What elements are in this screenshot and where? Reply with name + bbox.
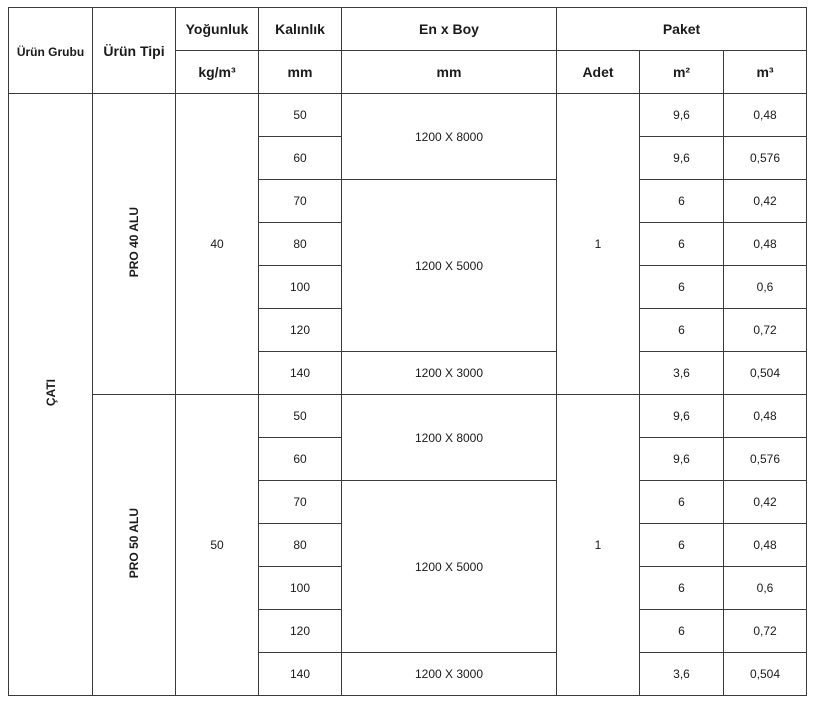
size-cell: 1200 X 5000 — [342, 481, 557, 653]
m2-cell: 6 — [640, 481, 724, 524]
m3-cell: 0,504 — [724, 653, 807, 696]
m2-cell: 9,6 — [640, 137, 724, 180]
thickness-cell: 120 — [259, 309, 342, 352]
header-size: En x Boy — [342, 8, 557, 51]
thickness-cell: 140 — [259, 352, 342, 395]
type-cell — [93, 395, 176, 696]
table-row — [9, 94, 807, 137]
type-cell — [93, 94, 176, 395]
thickness-cell: 100 — [259, 266, 342, 309]
header-density-unit: kg/m³ — [176, 51, 259, 94]
product-type: PRO 40 ALU — [127, 207, 141, 278]
m2-cell: 3,6 — [640, 653, 724, 696]
density-cell: 40 — [176, 94, 259, 395]
header-row-1 — [9, 8, 807, 51]
product-type: PRO 50 ALU — [127, 508, 141, 579]
m3-cell: 0,42 — [724, 180, 807, 223]
header-size-unit: mm — [342, 51, 557, 94]
header-thickness: Kalınlık — [259, 8, 342, 51]
header-type: Ürün Tipi — [93, 8, 176, 94]
table-row — [9, 395, 807, 438]
m3-cell: 0,6 — [724, 567, 807, 610]
size-cell: 1200 X 8000 — [342, 94, 557, 180]
m3-cell: 0,48 — [724, 395, 807, 438]
m3-cell: 0,48 — [724, 524, 807, 567]
thickness-cell: 140 — [259, 653, 342, 696]
group-cell — [9, 94, 93, 696]
m2-cell: 6 — [640, 309, 724, 352]
m2-cell: 6 — [640, 266, 724, 309]
header-group — [9, 8, 93, 94]
density-cell: 50 — [176, 395, 259, 696]
m2-cell: 6 — [640, 180, 724, 223]
thickness-cell: 80 — [259, 524, 342, 567]
header-count: Adet — [557, 51, 640, 94]
m2-cell: 6 — [640, 610, 724, 653]
product-spec-table — [8, 7, 807, 696]
header-m2: m² — [640, 51, 724, 94]
m2-cell: 6 — [640, 223, 724, 266]
header-thickness-unit: mm — [259, 51, 342, 94]
header-density: Yoğunluk — [176, 8, 259, 51]
m3-cell: 0,48 — [724, 94, 807, 137]
thickness-cell: 100 — [259, 567, 342, 610]
thickness-cell: 60 — [259, 438, 342, 481]
count-cell: 1 — [557, 94, 640, 395]
thickness-cell: 120 — [259, 610, 342, 653]
header-package: Paket — [557, 8, 807, 51]
thickness-cell: 80 — [259, 223, 342, 266]
m3-cell: 0,72 — [724, 309, 807, 352]
size-cell: 1200 X 3000 — [342, 352, 557, 395]
group-name: ÇATI — [43, 379, 58, 407]
size-cell: 1200 X 8000 — [342, 395, 557, 481]
m2-cell: 9,6 — [640, 438, 724, 481]
thickness-cell: 50 — [259, 94, 342, 137]
m3-cell: 0,504 — [724, 352, 807, 395]
m3-cell: 0,42 — [724, 481, 807, 524]
m2-cell: 6 — [640, 567, 724, 610]
thickness-cell: 70 — [259, 180, 342, 223]
m3-cell: 0,6 — [724, 266, 807, 309]
m2-cell: 3,6 — [640, 352, 724, 395]
thickness-cell: 50 — [259, 395, 342, 438]
thickness-cell: 70 — [259, 481, 342, 524]
m3-cell: 0,48 — [724, 223, 807, 266]
m3-cell: 0,576 — [724, 137, 807, 180]
count-cell: 1 — [557, 395, 640, 696]
m3-cell: 0,576 — [724, 438, 807, 481]
header-group-label: Ürün Grubu — [16, 44, 85, 59]
size-cell: 1200 X 5000 — [342, 180, 557, 352]
thickness-cell: 60 — [259, 137, 342, 180]
m3-cell: 0,72 — [724, 610, 807, 653]
m2-cell: 9,6 — [640, 395, 724, 438]
m2-cell: 6 — [640, 524, 724, 567]
size-cell: 1200 X 3000 — [342, 653, 557, 696]
header-m3: m³ — [724, 51, 807, 94]
m2-cell: 9,6 — [640, 94, 724, 137]
